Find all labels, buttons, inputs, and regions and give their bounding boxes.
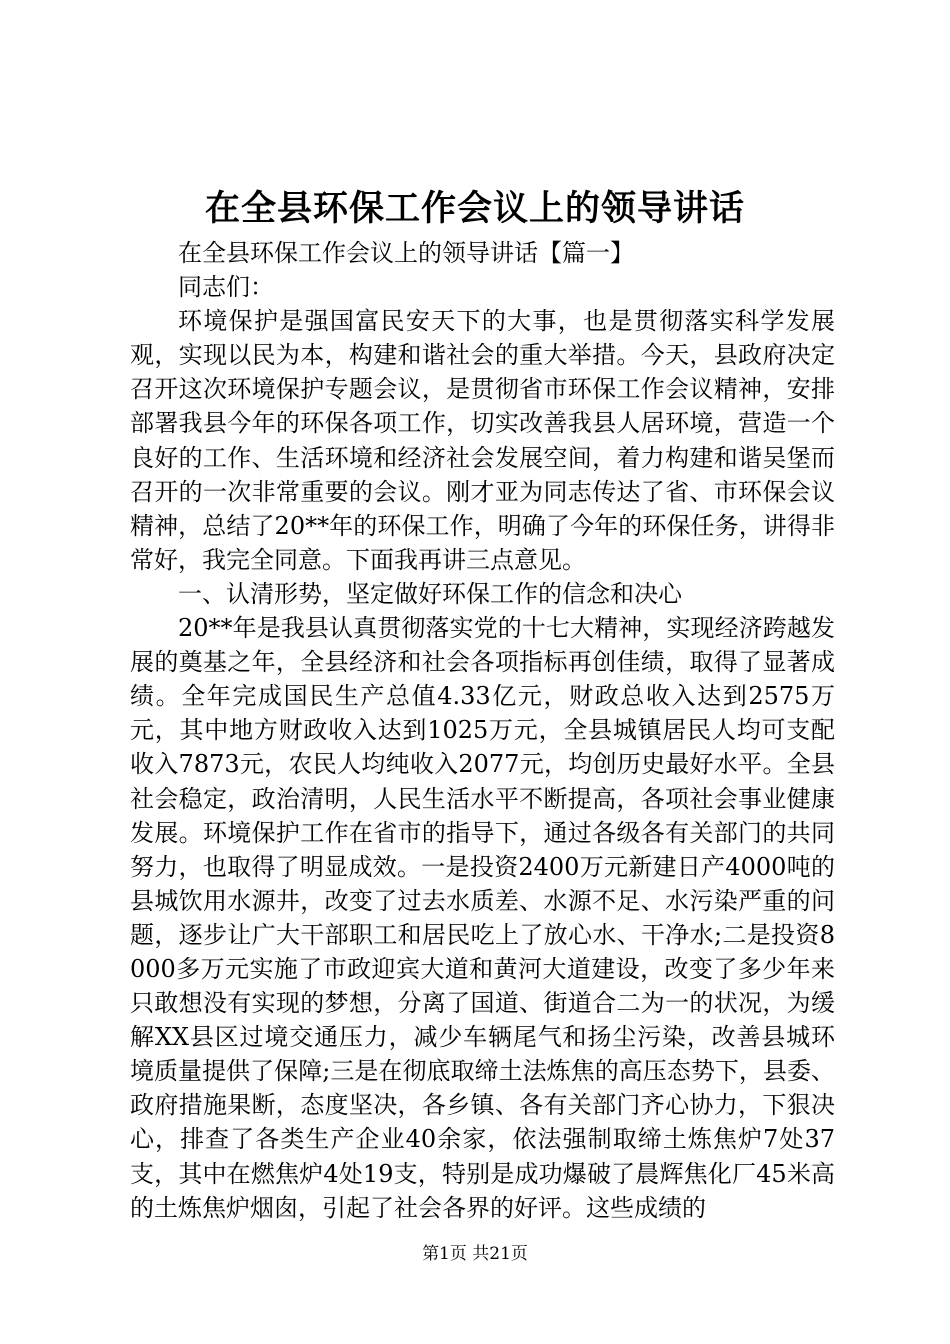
document-title: 在全县环保工作会议上的领导讲话 [204,188,745,229]
salutation: 同志们： [178,273,274,302]
body-paragraph: 20**年是我县认真贯彻落实党的十七大精神，实现经济跨越发展的奠基之年，全县经济和社会各项指标再创佳绩，取得了显著成绩。全年完成国民生产总值4.33亿元，财政总收入达到2575万元，其中地方财政收入达到1025万元，全县城镇居民人均可支配收入7873元，农民人均纯收入2077元，均创历史最好水平。全县社会稳定，政治清明，人民生活水平不断提高，各项社会事业健康发展。环境保护工作在省市的指导下，通过各级各有关部门的共同努力，也取得了明显成效。一是投资2400万元新建日产4000吨的县城饮用水源井，改变了过去水质差、水源不足、水污染严重的问题，逐步让广大干部职工和居民吃上了放心水、干净水;二是投资8000多万元实施了市政迎宾大道和黄河大道建设，改变了多少年来只敢想没有实现的梦想，分离了国道、街道合二为一的状况，为缓解XX县区过境交通压力，减少车辆尾气和扬尘污染，改善县城环境质量提供了保障;三是在彻底取缔土法炼焦的高压态势下，县委、政府措施果断，态度坚决，各乡镇、各有关部门齐心协力，下狠决心，排查了各类生产企业40余家，依法强制取缔土炼焦炉7处37支，其中在燃焦炉4处19支，特别是成功爆破了晨辉焦化厂45米高的土炼焦炉烟囱，引起了社会各界的好评。这些成绩的 [130,614,835,1222]
body-paragraph: 环境保护是强国富民安天下的大事，也是贯彻落实科学发展观，实现以民为本，构建和谐社会的重大举措。今天，县政府决定召开这次环境保护专题会议，是贯彻省市环保工作会议精神，安排部署我县今年的环保各项工作，切实改善我县人居环境，营造一个良好的工作、生活环境和经济社会发展空间，着力构建和谐吴堡而召开的一次非常重要的会议。刚才亚为同志传达了省、市环保会议精神，总结了20**年的环保工作，明确了今年的环保任务，讲得非常好，我完全同意。下面我再讲三点意见。 [130,307,835,574]
section-heading: 在全县环保工作会议上的领导讲话【篇一】 [178,239,634,267]
page-footer: 第1页 共21页 [422,1244,528,1264]
subsection-heading: 一、认清形势，坚定做好环保工作的信念和决心 [178,579,682,608]
document-body [130,236,835,1225]
